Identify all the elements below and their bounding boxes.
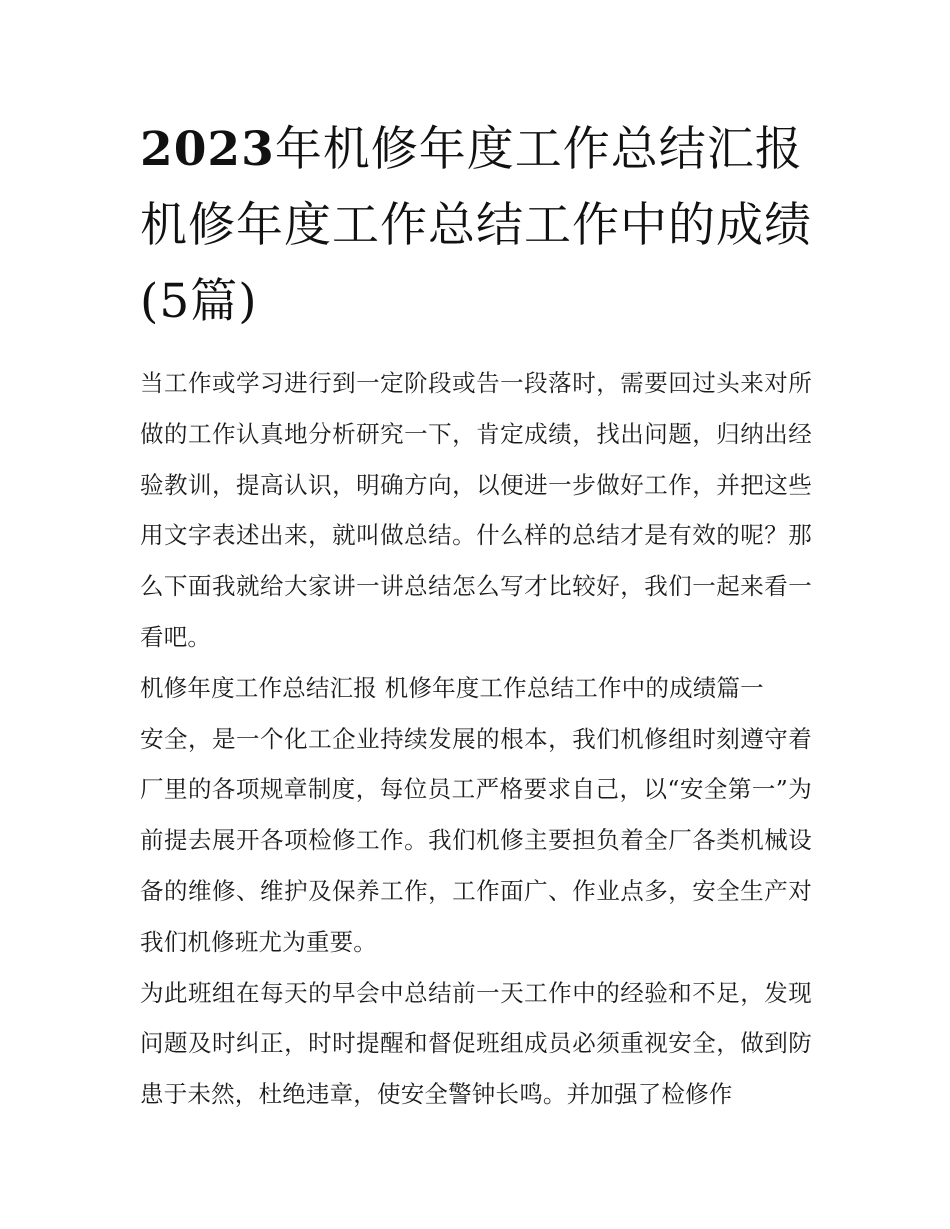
- paragraph-intro: 当工作或学习进行到一定阶段或告一段落时，需要回过头来对所做的工作认真地分析研究一下，肯定成绩，找出问题，归纳出经验教训，提高认识，明确方向，以便进一步做好工作，并把这些用文字表述出来，就叫做总结。什么样的总结才是有效的呢？那么下面我就给大家讲一讲总结怎么写才比较好，我们一起来看一看吧。: [140, 369, 812, 651]
- paragraph-section-heading: 机修年度工作总结汇报 机修年度工作总结工作中的成绩篇一: [140, 673, 764, 702]
- document-page: [140, 112, 812, 1120]
- title-year: 2023: [140, 122, 275, 177]
- document-body: [140, 358, 812, 1120]
- paragraph-team-meeting: 为此班组在每天的早会中总结前一天工作中的经验和不足，发现问题及时纠正，时时提醒和督促班组成员必须重视安全，做到防患于未然，杜绝违章，使安全警钟长鸣。并加强了检修作: [140, 978, 812, 1109]
- paragraph-safety: 安全，是一个化工企业持续发展的根本，我们机修组时刻遵守着厂里的各项规章制度，每位员工严格要求自己，以“安全第一”为前提去展开各项检修工作。我们机修主要担负着全厂各类机械设备的维修、维护及保养工作，工作面广、作业点多，安全生产对我们机修班尤为重要。: [140, 724, 812, 956]
- document-title: 2023年机修年度工作总结汇报 机修年度工作总结工作中的成绩(5篇): [140, 122, 812, 329]
